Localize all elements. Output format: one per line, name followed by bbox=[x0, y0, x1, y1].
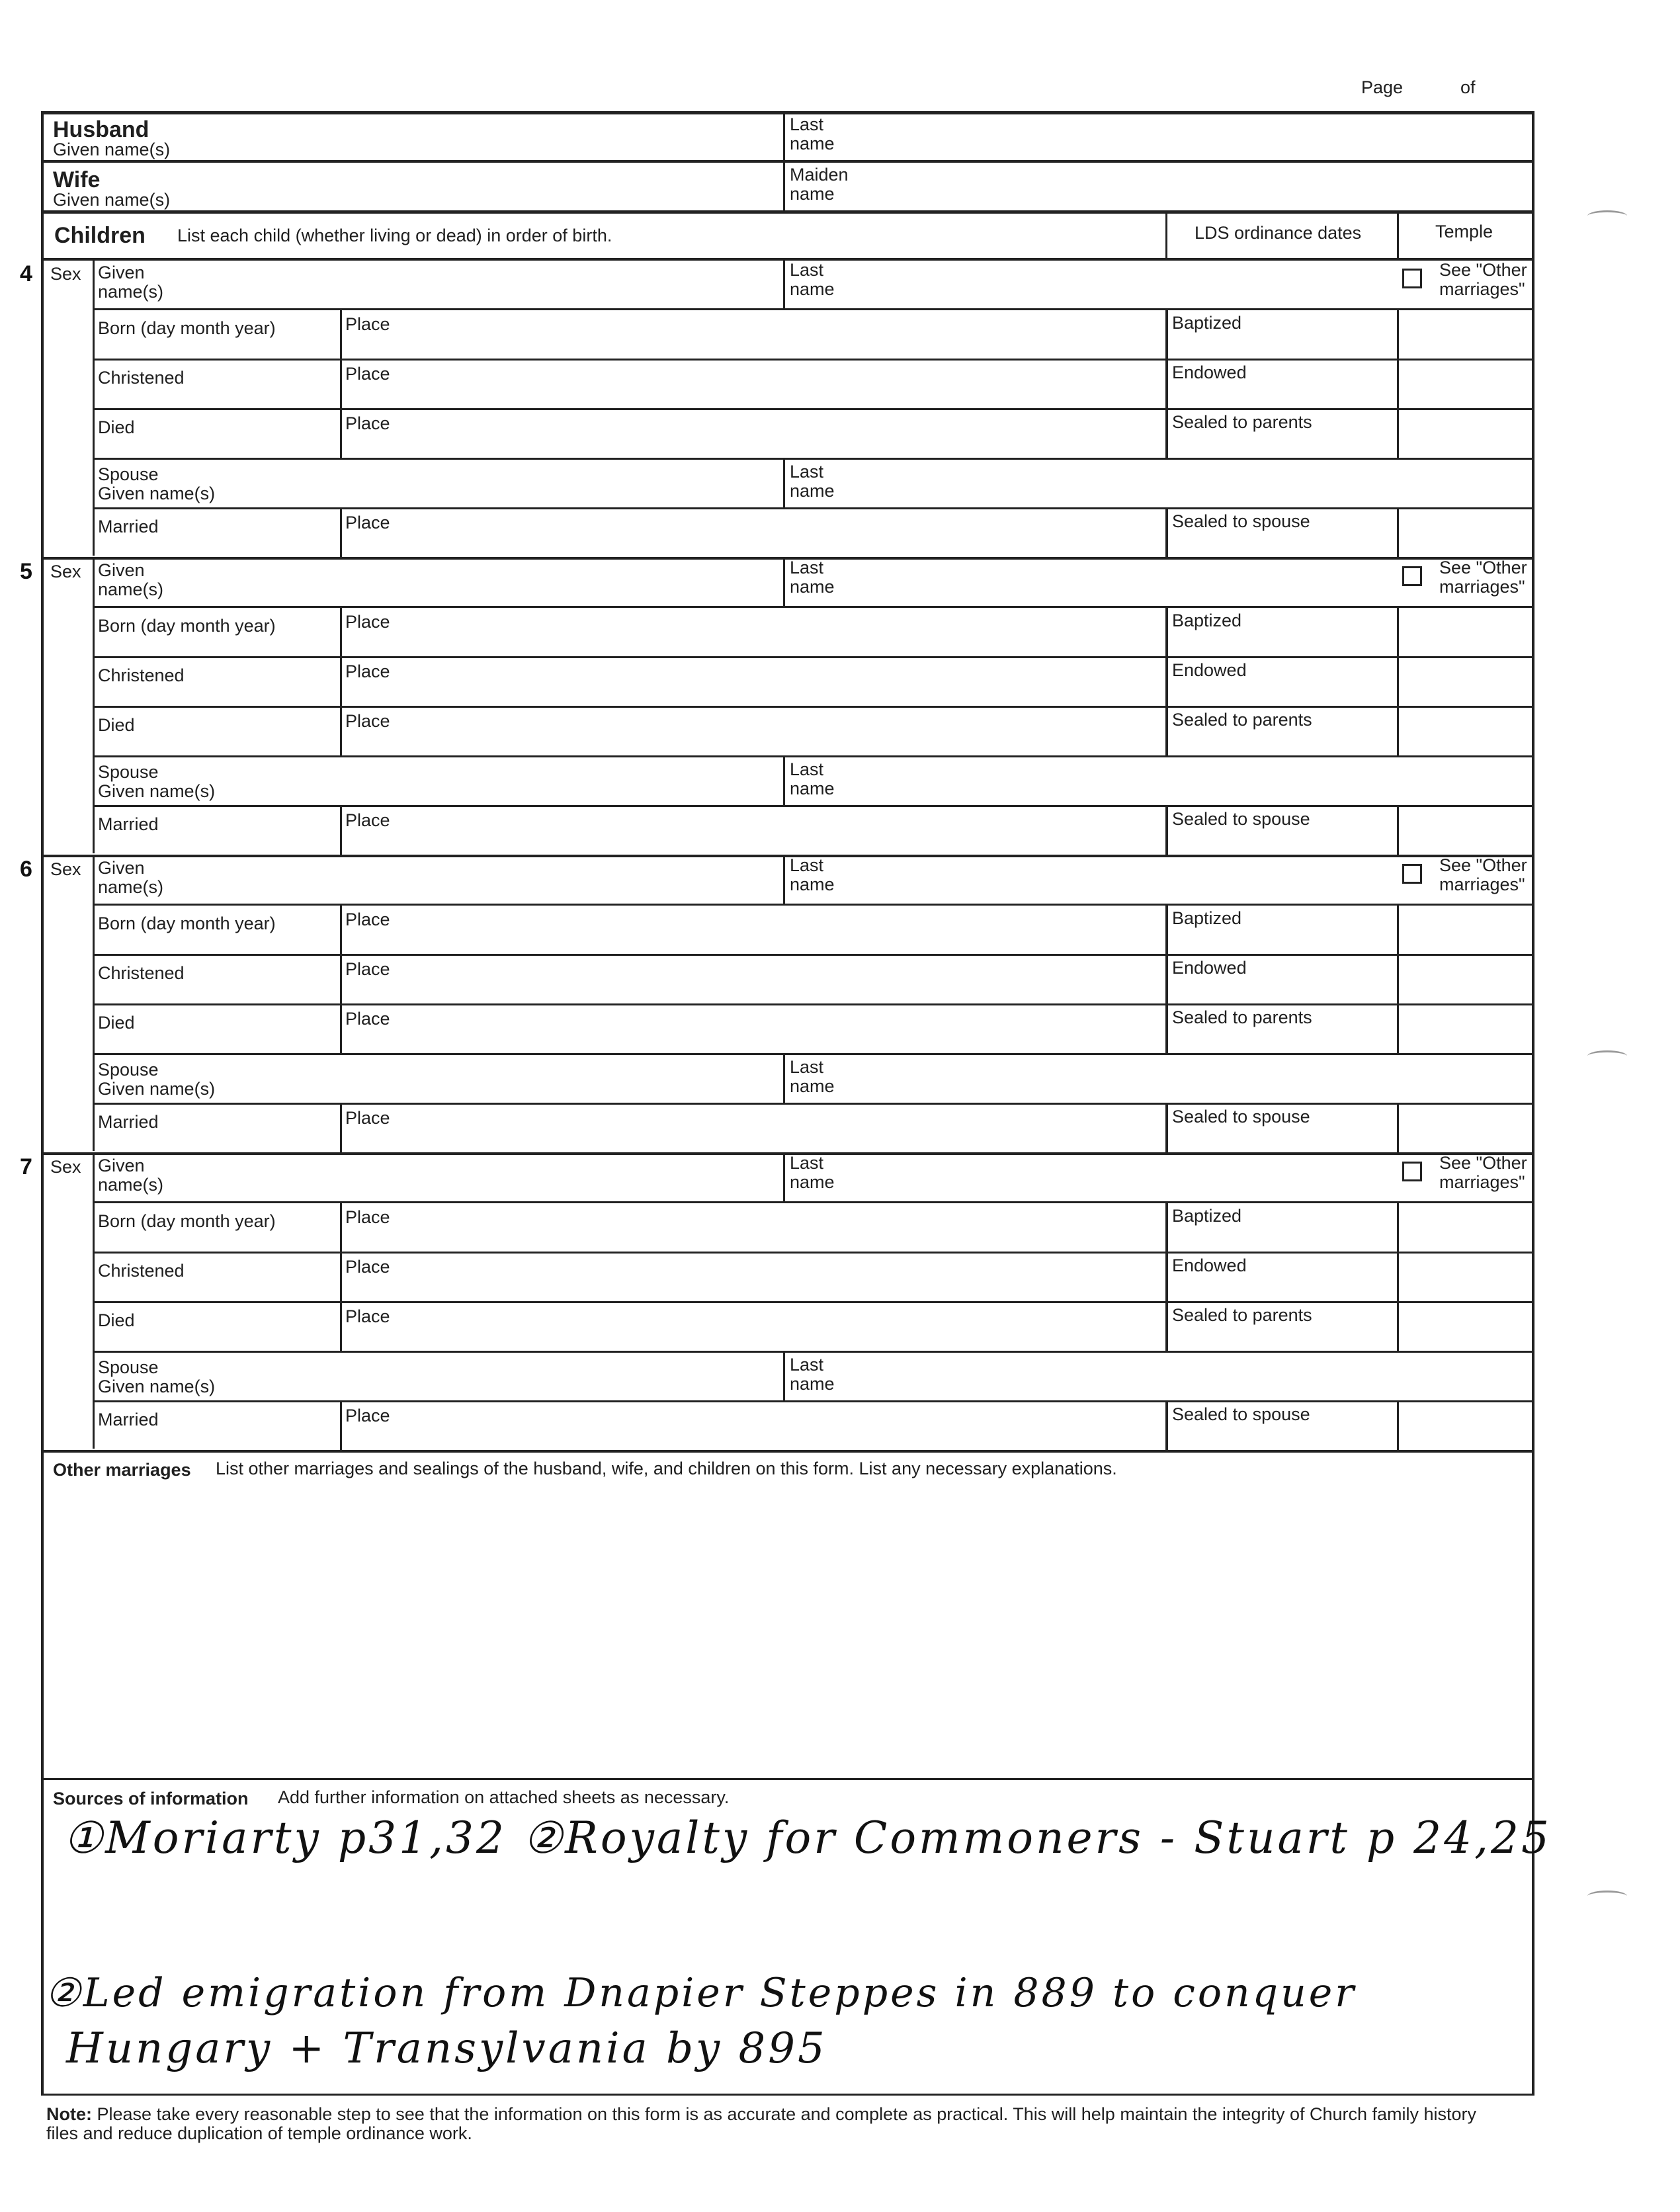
died-label: Died bbox=[98, 1310, 135, 1330]
page-label: Page bbox=[1361, 77, 1404, 97]
born-ordinance-date-field[interactable] bbox=[1168, 929, 1397, 953]
married-date-field[interactable] bbox=[95, 1132, 340, 1151]
other-marriages-label: marriages" bbox=[1439, 577, 1525, 597]
given-label: Given bbox=[98, 560, 145, 580]
source-handwriting-1: ①Moriarty p31,32 ②Royalty for Commoners - Stuart p 24,25 bbox=[63, 1812, 1552, 1863]
place-label: Place bbox=[345, 910, 390, 929]
married-temple-field[interactable] bbox=[1399, 806, 1532, 853]
sex-label: Sex bbox=[50, 562, 81, 581]
source-handwriting-3: Hungary + Transylvania by 895 bbox=[66, 2024, 827, 2073]
other-marriages-label: marriages" bbox=[1439, 279, 1525, 299]
born-temple-field[interactable] bbox=[1399, 1203, 1532, 1250]
other-marriages-instruction: List other marriages and sealings of the husband, wife, and children on this form. List any necessary explanations. bbox=[216, 1459, 1117, 1478]
married-date-field[interactable] bbox=[95, 835, 340, 853]
children-title: Children bbox=[54, 223, 146, 248]
last-label: name bbox=[790, 279, 835, 299]
sex-field[interactable] bbox=[44, 558, 93, 605]
child-number: 4 bbox=[20, 261, 32, 286]
christened-place-field[interactable] bbox=[342, 657, 1165, 704]
last-label: Last bbox=[790, 260, 824, 280]
husband-last-label-1: Last bbox=[790, 114, 824, 134]
christened-date-field[interactable] bbox=[95, 686, 340, 704]
spouse-last-label: Last bbox=[790, 462, 824, 482]
other-marriages-label: See "Other bbox=[1439, 855, 1527, 875]
place-label: Place bbox=[345, 959, 390, 979]
died-temple-field[interactable] bbox=[1399, 1004, 1532, 1052]
born-date-field[interactable] bbox=[95, 339, 340, 357]
died-ordinance-date-field[interactable] bbox=[1168, 1326, 1397, 1349]
died-ordinance-date-field[interactable] bbox=[1168, 730, 1397, 754]
baptized-label: Baptized bbox=[1172, 1206, 1242, 1226]
husband-given-label: Given name(s) bbox=[53, 140, 171, 159]
christened-date-field[interactable] bbox=[95, 388, 340, 407]
spouse-label: Given name(s) bbox=[98, 781, 216, 801]
christened-place-field[interactable] bbox=[342, 955, 1165, 1002]
place-label: Place bbox=[345, 810, 390, 830]
married-temple-field[interactable] bbox=[1399, 1103, 1532, 1151]
spouse-last-label: Last bbox=[790, 1355, 824, 1375]
spouse-label: Spouse bbox=[98, 1060, 159, 1080]
note-title: Note: bbox=[46, 2104, 92, 2124]
other-marriages-checkbox[interactable] bbox=[1402, 1162, 1422, 1181]
born-ordinance-date-field[interactable] bbox=[1168, 333, 1397, 357]
other-marriages-label: See "Other bbox=[1439, 558, 1527, 577]
husband-title: Husband bbox=[53, 117, 149, 142]
sealed-parents-label: Sealed to parents bbox=[1172, 710, 1312, 730]
other-marriages-checkbox[interactable] bbox=[1402, 566, 1422, 586]
christened-label: Christened bbox=[98, 368, 185, 388]
hole-punch-mark bbox=[1587, 1891, 1627, 1902]
married-label: Married bbox=[98, 1112, 159, 1132]
other-marriages-checkbox[interactable] bbox=[1402, 269, 1422, 288]
place-label: Place bbox=[345, 364, 390, 384]
sealed-spouse-date-field[interactable] bbox=[1168, 532, 1397, 556]
sex-label: Sex bbox=[50, 859, 81, 879]
child-number: 5 bbox=[20, 559, 32, 584]
wife-maiden-label-2: name bbox=[790, 184, 835, 204]
born-temple-field[interactable] bbox=[1399, 310, 1532, 357]
child-given-name-field[interactable] bbox=[95, 261, 783, 307]
died-label: Died bbox=[98, 417, 135, 437]
spouse-last-name-field[interactable] bbox=[785, 1351, 1532, 1399]
last-label: Last bbox=[790, 855, 824, 875]
sealed-parents-label: Sealed to parents bbox=[1172, 1007, 1312, 1027]
children-instruction: List each child (whether living or dead) in order of birth. bbox=[177, 226, 612, 245]
christened-temple-field[interactable] bbox=[1399, 359, 1532, 407]
died-place-field[interactable] bbox=[342, 706, 1165, 754]
married-place-field[interactable] bbox=[342, 1103, 1165, 1151]
last-label: Last bbox=[790, 1153, 824, 1173]
christened-label: Christened bbox=[98, 1261, 185, 1281]
wife-given-label: Given name(s) bbox=[53, 190, 171, 210]
place-label: Place bbox=[345, 1406, 390, 1425]
sealed-spouse-date-field[interactable] bbox=[1168, 1425, 1397, 1449]
place-label: Place bbox=[345, 513, 390, 532]
died-ordinance-date-field[interactable] bbox=[1168, 433, 1397, 456]
died-date-field[interactable] bbox=[95, 1331, 340, 1349]
place-label: Place bbox=[345, 413, 390, 433]
divider bbox=[1397, 212, 1399, 259]
last-label: name bbox=[790, 874, 835, 894]
spouse-label: Given name(s) bbox=[98, 484, 216, 503]
sex-field[interactable] bbox=[44, 1154, 93, 1200]
married-date-field[interactable] bbox=[95, 1430, 340, 1449]
other-marriages-label: See "Other bbox=[1439, 1153, 1527, 1173]
spouse-label: Given name(s) bbox=[98, 1079, 216, 1099]
place-label: Place bbox=[345, 1207, 390, 1227]
sex-field[interactable] bbox=[44, 261, 93, 307]
died-temple-field[interactable] bbox=[1399, 409, 1532, 456]
christened-ordinance-date-field[interactable] bbox=[1168, 681, 1397, 704]
spouse-last-name-field[interactable] bbox=[785, 458, 1532, 506]
baptized-label: Baptized bbox=[1172, 611, 1242, 630]
spouse-last-label: Last bbox=[790, 759, 824, 779]
spouse-label: Given name(s) bbox=[98, 1377, 216, 1396]
sealed-spouse-label: Sealed to spouse bbox=[1172, 809, 1310, 829]
form-left-border bbox=[41, 111, 44, 2096]
endowed-label: Endowed bbox=[1172, 362, 1247, 382]
child-given-name-field[interactable] bbox=[95, 1154, 783, 1200]
place-label: Place bbox=[345, 711, 390, 731]
died-temple-field[interactable] bbox=[1399, 1302, 1532, 1349]
christened-label: Christened bbox=[98, 665, 185, 685]
wife-maiden-name-field[interactable] bbox=[784, 163, 1532, 210]
husband-last-name-field[interactable] bbox=[784, 114, 1532, 161]
given-label: name(s) bbox=[98, 1175, 164, 1195]
married-place-field[interactable] bbox=[342, 1401, 1165, 1449]
died-ordinance-date-field[interactable] bbox=[1168, 1028, 1397, 1052]
born-label: Born (day month year) bbox=[98, 616, 276, 636]
spouse-given-name-field[interactable] bbox=[95, 756, 783, 804]
other-marriages-title: Other marriages bbox=[53, 1460, 191, 1480]
born-temple-field[interactable] bbox=[1399, 607, 1532, 655]
spouse-last-name-field[interactable] bbox=[785, 756, 1532, 804]
other-marriages-label: marriages" bbox=[1439, 1172, 1525, 1192]
spouse-label: Spouse bbox=[98, 464, 159, 484]
christened-temple-field[interactable] bbox=[1399, 1252, 1532, 1300]
sex-field[interactable] bbox=[44, 856, 93, 902]
married-temple-field[interactable] bbox=[1399, 1401, 1532, 1449]
sources-title: Sources of information bbox=[53, 1789, 249, 1808]
place-label: Place bbox=[345, 661, 390, 681]
given-label: Given bbox=[98, 263, 145, 282]
born-ordinance-date-field[interactable] bbox=[1168, 1226, 1397, 1250]
died-place-field[interactable] bbox=[342, 409, 1165, 456]
died-date-field[interactable] bbox=[95, 1033, 340, 1052]
born-place-field[interactable] bbox=[342, 905, 1165, 953]
wife-title: Wife bbox=[53, 167, 101, 192]
lds-ordinance-label: LDS ordinance dates bbox=[1195, 223, 1362, 243]
christened-date-field[interactable] bbox=[95, 984, 340, 1002]
spouse-label: Spouse bbox=[98, 762, 159, 782]
sealed-spouse-date-field[interactable] bbox=[1168, 830, 1397, 853]
christened-ordinance-date-field[interactable] bbox=[1168, 383, 1397, 407]
last-label: name bbox=[790, 577, 835, 597]
spouse-last-label: name bbox=[790, 481, 835, 501]
given-label: name(s) bbox=[98, 579, 164, 599]
christened-temple-field[interactable] bbox=[1399, 657, 1532, 704]
child-last-name-field[interactable] bbox=[785, 1154, 1394, 1200]
place-label: Place bbox=[345, 314, 390, 334]
hole-punch-mark bbox=[1587, 1050, 1627, 1062]
spouse-given-name-field[interactable] bbox=[95, 458, 783, 506]
sealed-spouse-label: Sealed to spouse bbox=[1172, 1107, 1310, 1127]
sealed-parents-label: Sealed to parents bbox=[1172, 1305, 1312, 1325]
sex-label: Sex bbox=[50, 264, 81, 284]
spouse-last-name-field[interactable] bbox=[785, 1054, 1532, 1101]
sealed-parents-label: Sealed to parents bbox=[1172, 412, 1312, 432]
divider bbox=[41, 1450, 1534, 1453]
form-bottom-border bbox=[41, 2094, 1534, 2096]
child-last-name-field[interactable] bbox=[785, 558, 1394, 605]
christened-ordinance-date-field[interactable] bbox=[1168, 1276, 1397, 1300]
spouse-given-name-field[interactable] bbox=[95, 1054, 783, 1101]
baptized-label: Baptized bbox=[1172, 313, 1242, 333]
place-label: Place bbox=[345, 1108, 390, 1128]
sources-instruction: Add further information on attached sheets as necessary. bbox=[278, 1787, 730, 1807]
source-handwriting-2: ②Led emigration from Dnapier Steppes in 889 to conquer bbox=[45, 1970, 1357, 2016]
sealed-spouse-date-field[interactable] bbox=[1168, 1127, 1397, 1151]
died-date-field[interactable] bbox=[95, 736, 340, 754]
born-place-field[interactable] bbox=[342, 607, 1165, 655]
born-place-field[interactable] bbox=[342, 1203, 1165, 1250]
married-label: Married bbox=[98, 814, 159, 834]
married-label: Married bbox=[98, 517, 159, 536]
sealed-spouse-label: Sealed to spouse bbox=[1172, 511, 1310, 531]
child-last-name-field[interactable] bbox=[785, 261, 1394, 307]
divider bbox=[41, 1778, 1534, 1780]
place-label: Place bbox=[345, 1257, 390, 1277]
born-label: Born (day month year) bbox=[98, 914, 276, 933]
place-label: Place bbox=[345, 612, 390, 632]
place-label: Place bbox=[345, 1009, 390, 1029]
married-date-field[interactable] bbox=[95, 537, 340, 556]
born-date-field[interactable] bbox=[95, 934, 340, 953]
place-label: Place bbox=[345, 1306, 390, 1326]
died-label: Died bbox=[98, 715, 135, 735]
spouse-last-label: name bbox=[790, 1076, 835, 1096]
baptized-label: Baptized bbox=[1172, 908, 1242, 928]
born-place-field[interactable] bbox=[342, 310, 1165, 357]
endowed-label: Endowed bbox=[1172, 958, 1247, 978]
endowed-label: Endowed bbox=[1172, 660, 1247, 680]
child-given-name-field[interactable] bbox=[95, 856, 783, 902]
born-temple-field[interactable] bbox=[1399, 905, 1532, 953]
child-number: 6 bbox=[20, 857, 32, 882]
spouse-given-name-field[interactable] bbox=[95, 1351, 783, 1399]
born-ordinance-date-field[interactable] bbox=[1168, 631, 1397, 655]
last-label: name bbox=[790, 1172, 835, 1192]
spouse-last-label: Last bbox=[790, 1057, 824, 1077]
died-place-field[interactable] bbox=[342, 1004, 1165, 1052]
temple-label: Temple bbox=[1435, 222, 1493, 241]
died-temple-field[interactable] bbox=[1399, 706, 1532, 754]
given-label: name(s) bbox=[98, 877, 164, 897]
last-label: Last bbox=[790, 558, 824, 577]
christened-label: Christened bbox=[98, 963, 185, 983]
born-label: Born (day month year) bbox=[98, 318, 276, 338]
christened-place-field[interactable] bbox=[342, 359, 1165, 407]
christened-place-field[interactable] bbox=[342, 1252, 1165, 1300]
other-marriages-field[interactable] bbox=[44, 1482, 1532, 1776]
hole-punch-mark bbox=[1587, 210, 1627, 222]
note-text: Please take every reasonable step to see that the information on this form is as accurate and complete as practical. This will help maintain the integrity of Church family history files and reduce duplication of temple ordinance work. bbox=[46, 2104, 1477, 2143]
spouse-last-label: name bbox=[790, 779, 835, 798]
christened-date-field[interactable] bbox=[95, 1281, 340, 1300]
born-label: Born (day month year) bbox=[98, 1211, 276, 1231]
child-last-name-field[interactable] bbox=[785, 856, 1394, 902]
died-label: Died bbox=[98, 1013, 135, 1033]
died-place-field[interactable] bbox=[342, 1302, 1165, 1349]
child-number: 7 bbox=[20, 1154, 32, 1179]
given-label: name(s) bbox=[98, 282, 164, 302]
child-given-name-field[interactable] bbox=[95, 558, 783, 605]
married-label: Married bbox=[98, 1410, 159, 1429]
married-temple-field[interactable] bbox=[1399, 508, 1532, 556]
born-date-field[interactable] bbox=[95, 1232, 340, 1250]
sex-label: Sex bbox=[50, 1157, 81, 1177]
other-marriages-label: See "Other bbox=[1439, 260, 1527, 280]
married-place-field[interactable] bbox=[342, 508, 1165, 556]
married-place-field[interactable] bbox=[342, 806, 1165, 853]
divider bbox=[1165, 212, 1167, 259]
other-marriages-label: marriages" bbox=[1439, 874, 1525, 894]
endowed-label: Endowed bbox=[1172, 1255, 1247, 1275]
note-block bbox=[46, 2105, 1501, 2143]
given-label: Given bbox=[98, 1156, 145, 1175]
of-label: of bbox=[1460, 77, 1476, 97]
sealed-spouse-label: Sealed to spouse bbox=[1172, 1404, 1310, 1424]
died-date-field[interactable] bbox=[95, 438, 340, 456]
given-label: Given bbox=[98, 858, 145, 878]
spouse-last-label: name bbox=[790, 1374, 835, 1394]
wife-maiden-label-1: Maiden bbox=[790, 165, 849, 185]
christened-temple-field[interactable] bbox=[1399, 955, 1532, 1002]
divider bbox=[41, 210, 1534, 214]
born-date-field[interactable] bbox=[95, 636, 340, 655]
other-marriages-checkbox[interactable] bbox=[1402, 864, 1422, 884]
husband-last-label-2: name bbox=[790, 134, 835, 153]
spouse-label: Spouse bbox=[98, 1357, 159, 1377]
christened-ordinance-date-field[interactable] bbox=[1168, 978, 1397, 1002]
